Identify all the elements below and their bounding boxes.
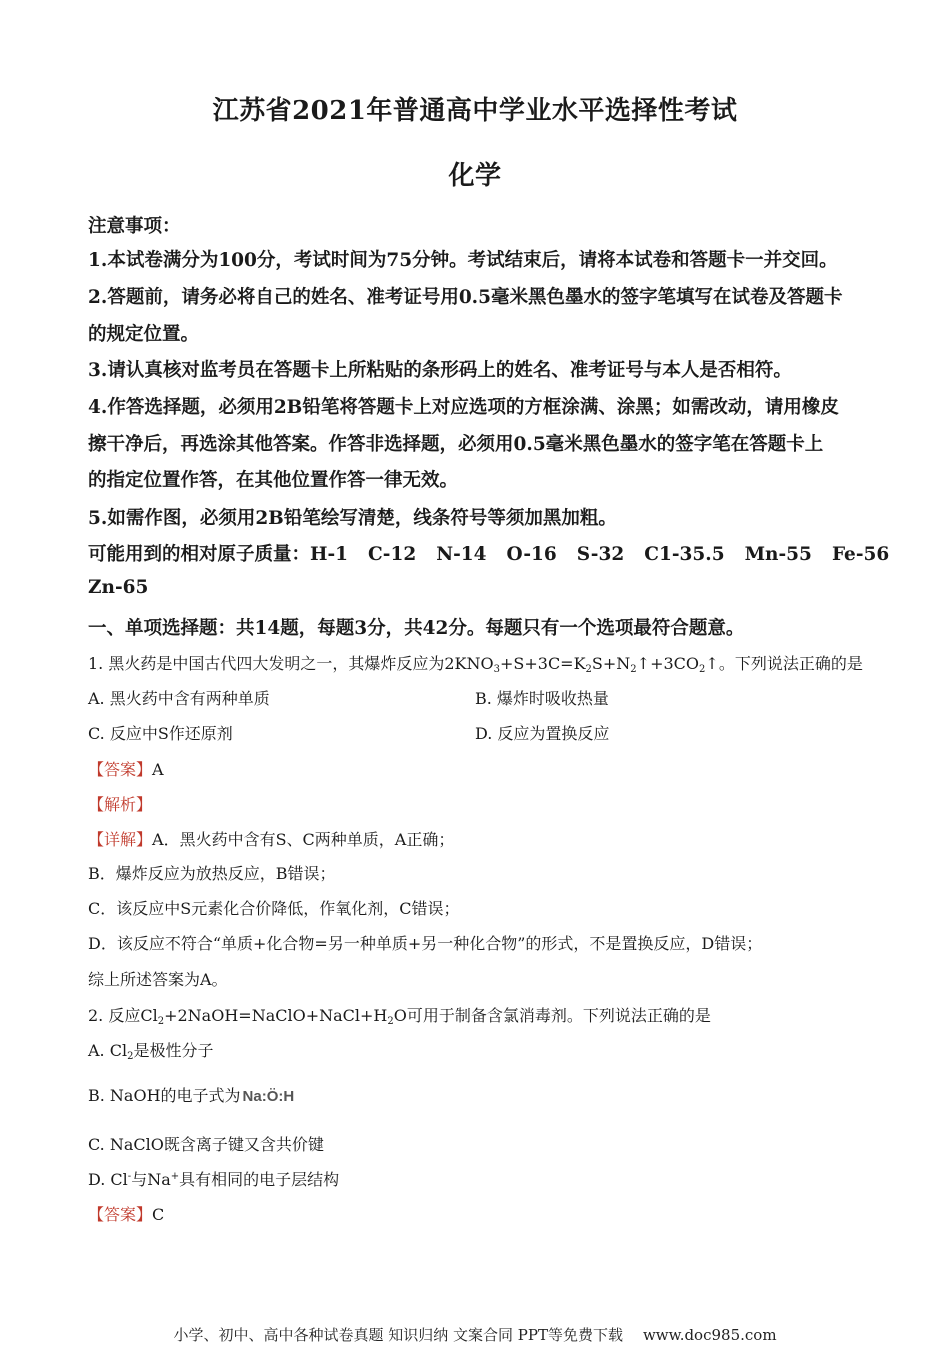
footer-site[interactable]: www.doc985.com [642, 1326, 777, 1344]
subscript: 2 [387, 1016, 394, 1027]
notice-item-3: 3.请认真核对监考员在答题卡上所粘贴的条形码上的姓名、准考证号与本人是否相符。 [88, 360, 792, 381]
q2-stem [88, 1003, 711, 1027]
answer-value: A [152, 760, 164, 779]
exam-subject: 化学 [448, 161, 502, 191]
q1-stem-part: +S+3C=K [499, 654, 586, 673]
q2-option-d [88, 1167, 339, 1190]
option-text: A. Cl [88, 1041, 128, 1060]
q1-option-c: C. 反应中S作还原剂 [88, 724, 233, 743]
answer-tag: 【答案】 [88, 760, 153, 779]
electron-formula: Na:Ö:H [242, 1088, 295, 1105]
subscript: 2 [127, 1051, 134, 1062]
q1-stem-part: ↑。下列说法正确的是 [705, 654, 863, 673]
q1-answer [88, 757, 164, 780]
mass-cl: C1-35.5 [644, 544, 725, 565]
notice-item-1: 1.本试卷满分为100分，考试时间为75分钟。考试结束后，请将本试卷和答题卡一并交回。 [88, 250, 838, 271]
option-text: 与Na [131, 1170, 171, 1189]
q1-detail-b: B．爆炸反应为放热反应，B错误； [88, 864, 336, 883]
answer-value: C [152, 1205, 165, 1224]
notice-item-4-cont-1: 擦干净后，再选涂其他答案。作答非选择题，必须用0.5毫米黑色墨水的签字笔在答题卡上 [88, 434, 824, 455]
q1-option-b: B. 爆炸时吸收热量 [475, 689, 609, 708]
notice-item-5: 5.如需作图，必须用2B铅笔绘写清楚，线条符号等须加黑加粗。 [88, 508, 617, 529]
detail-tag: 【详解】 [88, 830, 153, 849]
option-text: B. NaOH的电子式为 [88, 1086, 241, 1105]
superscript: - [127, 1171, 132, 1182]
mass-n: N-14 [436, 544, 487, 565]
q1-detail-c: C．该反应中S元素化合价降低，作氧化剂，C错误； [88, 899, 460, 918]
analysis-tag: 【解析】 [88, 795, 153, 814]
q1-stem-part: ↑+3CO [636, 654, 700, 673]
mass-o: O-16 [506, 544, 557, 565]
option-text: D. Cl [88, 1170, 128, 1189]
q2-option-a [88, 1038, 213, 1062]
q2-option-b [88, 1083, 294, 1106]
q1-option-a: A. 黑火药中含有两种单质 [88, 689, 270, 708]
option-text: 是极性分子 [133, 1041, 214, 1060]
mass-zn: Zn-65 [88, 577, 149, 598]
q2-stem-part: +2NaOH=NaClO+NaCl+H [164, 1006, 388, 1025]
answer-tag: 【答案】 [88, 1205, 153, 1224]
subscript: 3 [493, 664, 500, 675]
q1-detail-a [88, 827, 454, 850]
mass-c: C-12 [368, 544, 417, 565]
mass-h: H-1 [310, 544, 349, 565]
q2-option-c: C. NaClO既含离子键又含共价键 [88, 1135, 324, 1154]
page-footer [0, 1324, 950, 1345]
atomic-masses-label: 可能用到的相对原子质量： [88, 544, 311, 565]
mass-mn: Mn-55 [744, 544, 812, 565]
exam-title: 江苏省2021年普通高中学业水平选择性考试 [212, 96, 738, 126]
q1-option-d: D. 反应为置换反应 [475, 724, 610, 743]
notice-heading: 注意事项： [88, 216, 181, 237]
superscript: + [170, 1171, 180, 1182]
q1-stem-part: 1. 黑火药是中国古代四大发明之一，其爆炸反应为2KNO [88, 654, 494, 673]
mass-s: S-32 [576, 544, 625, 565]
q2-stem-part: 2. 反应Cl [88, 1006, 158, 1025]
q1-stem [88, 651, 863, 675]
q1-conclusion: 综上所述答案为A。 [88, 970, 228, 989]
q1-stem-part: S+N [591, 654, 631, 673]
q1-detail-d: D．该反应不符合“单质+化合物=另一种单质+另一种化合物”的形式，不是置换反应，D错误； [88, 934, 763, 953]
notice-item-4: 4.作答选择题，必须用2B铅笔将答题卡上对应选项的方框涂满、涂黑；如需改动，请用橡皮 [88, 397, 839, 418]
q2-stem-part: O可用于制备含氯消毒剂。下列说法正确的是 [393, 1006, 711, 1025]
notice-item-4-cont-2: 的指定位置作答，在其他位置作答一律无效。 [88, 470, 459, 491]
subscript: 2 [699, 664, 706, 675]
q2-answer [88, 1202, 164, 1225]
option-text: 具有相同的电子层结构 [179, 1170, 340, 1189]
detail-text: A．黑火药中含有S、C两种单质，A正确； [152, 830, 455, 849]
footer-text: 小学、初中、高中各种试卷真题 知识归纳 文案合同 PPT等免费下载 [173, 1326, 623, 1344]
mass-fe: Fe-56 [831, 544, 890, 565]
notice-item-2-cont: 的规定位置。 [88, 324, 200, 345]
section-1-heading: 一、单项选择题：共14题，每题3分，共42分。每题只有一个选项最符合题意。 [88, 618, 745, 639]
subscript: 2 [157, 1016, 165, 1027]
notice-item-2: 2.答题前，请务必将自己的姓名、准考证号用0.5毫米黑色墨水的签字笔填写在试卷及答题卡 [88, 287, 843, 308]
subscript: 2 [630, 664, 637, 675]
subscript: 2 [585, 664, 592, 675]
atomic-masses [88, 540, 889, 566]
